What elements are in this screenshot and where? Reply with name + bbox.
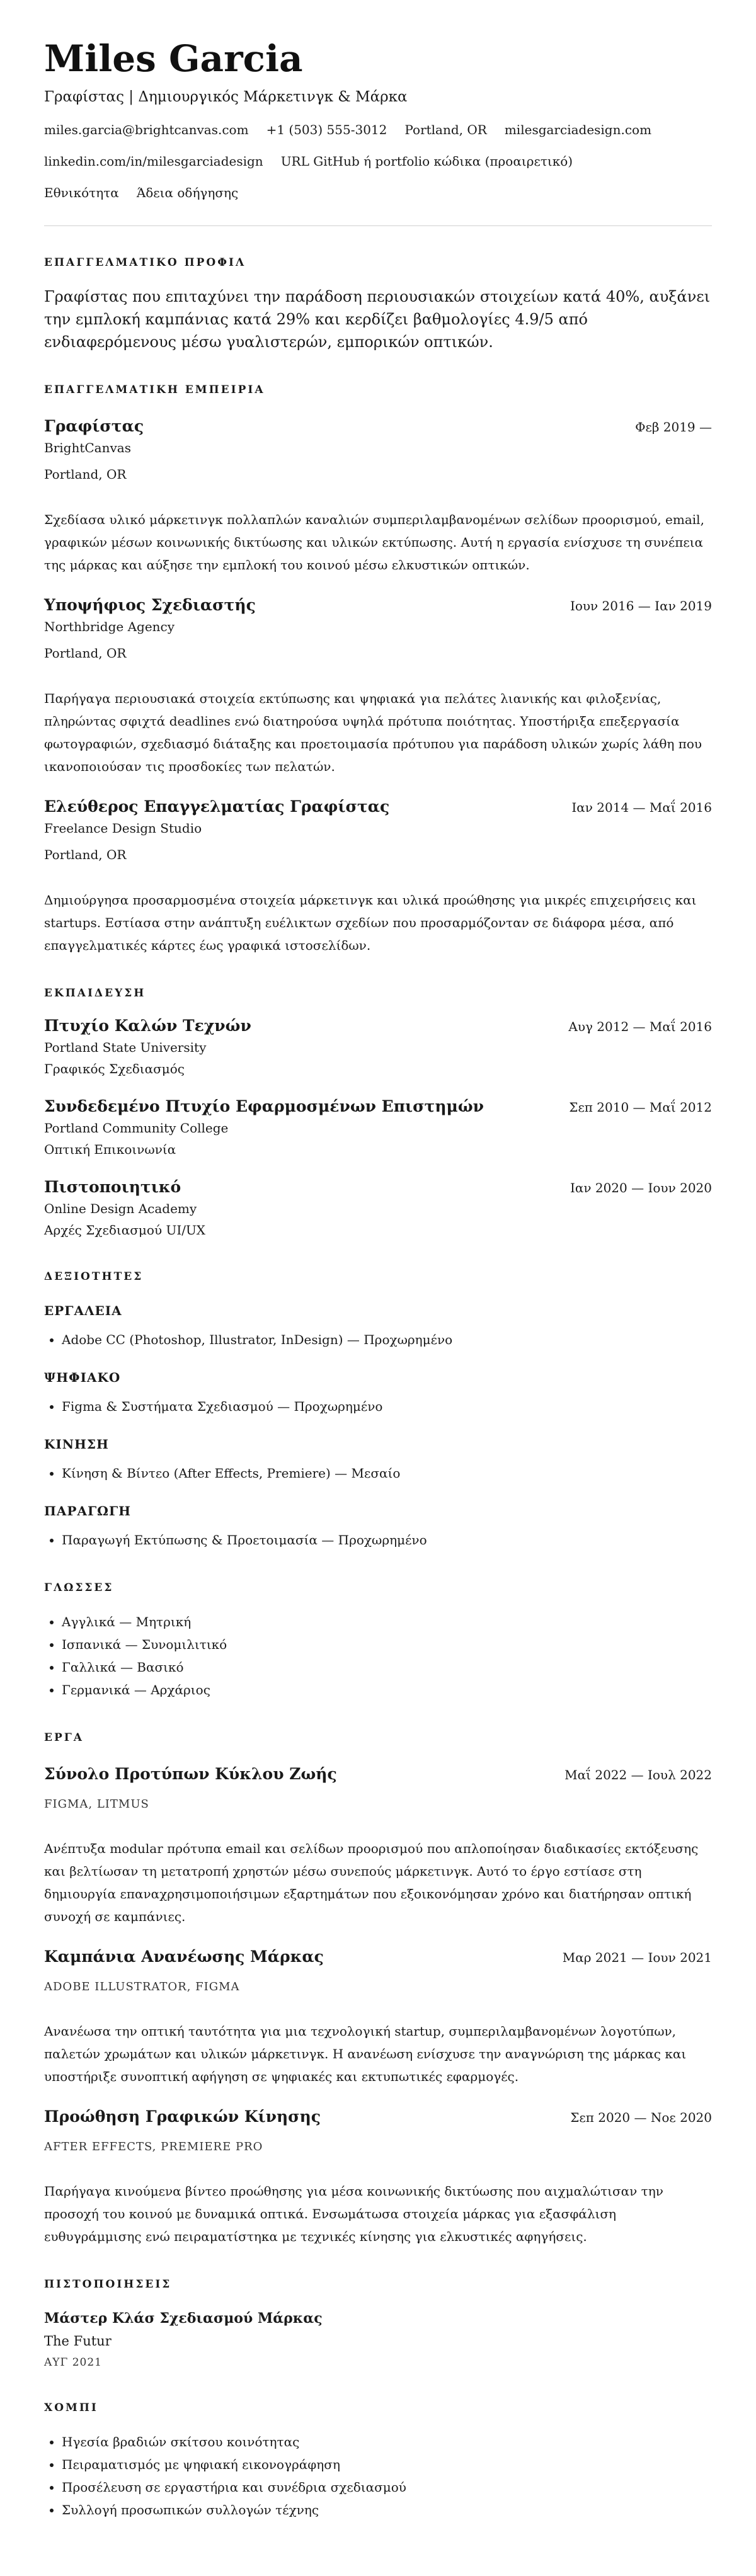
project-entry	[44, 1764, 712, 1928]
skills-section	[44, 1269, 712, 1551]
experience-entry	[44, 797, 712, 957]
header-divider	[44, 225, 712, 226]
project-entry	[44, 1947, 712, 2088]
candidate-name: Miles Garcia	[44, 37, 303, 80]
language-item: • Αγγλικά — Μητρική	[62, 1610, 712, 1633]
candidate-subtitle: Γραφίστας | Δημιουργικός Μάρκετινγκ & Μάρκα	[44, 89, 408, 105]
language-item: • Γερμανικά — Αρχάριος	[62, 1678, 712, 1701]
degree-title: Πιστοποιητικό	[44, 1178, 181, 1196]
skill-list	[44, 1328, 712, 1351]
contact-nationality: Εθνικότητα	[44, 185, 119, 200]
contact-linkedin[interactable]: linkedin.com/in/milesgarciadesign	[44, 154, 263, 169]
degree-title: Συνδεδεμένο Πτυχίο Εφαρμοσμένων Επιστημών	[44, 1097, 484, 1115]
hobby-item: • Ηγεσία βραδιών σκίτσου κοινότητας	[62, 2431, 712, 2453]
skill-item: • Κίνηση & Βίντεο (After Effects, Premiere) — Μεσαίο	[62, 1462, 712, 1485]
degree-dates: Σεπ 2010 — Μαΐ 2012	[569, 1100, 712, 1115]
project-description: Ανανέωσα την οπτική ταυτότητα για μια τεχνολογική startup, συμπεριλαμβανομένων λογοτύπων, παλετών χρωμάτων και υλικών μάρκετινγκ. Η ανανέωση ενίσχυσε την αναγνώριση της μάρκας και υποστήριξε συνοπτική αφήγηση σε ψηφιακές και εκτυπωτικές εφαρμογές.	[44, 2024, 687, 2084]
experience-section	[44, 382, 712, 957]
project-tech: ADOBE ILLUSTRATOR, FIGMA	[44, 1980, 240, 1993]
section-title-skills: ΔΕΞΙΟΤΗΤΕΣ	[44, 1270, 144, 1283]
education-entry	[44, 1177, 712, 1240]
study-field: Αρχές Σχεδιασμού UI/UX	[44, 1222, 206, 1238]
job-company: Freelance Design Studio	[44, 821, 202, 836]
contact-row-extra	[44, 184, 712, 202]
contact-email[interactable]: miles.garcia@brightcanvas.com	[44, 122, 249, 137]
profile-section	[44, 255, 712, 353]
school-name: Portland State University	[44, 1040, 207, 1055]
job-company: BrightCanvas	[44, 440, 131, 455]
skill-list	[44, 1462, 712, 1485]
education-section	[44, 986, 712, 1240]
degree-dates: Ιαν 2020 — Ιουν 2020	[570, 1180, 712, 1195]
languages-section	[44, 1580, 712, 1701]
skill-list	[44, 1395, 712, 1418]
skill-category: ΠΑΡΑΓΩΓΗ	[44, 1503, 132, 1519]
job-description: Παρήγαγα περιουσιακά στοιχεία εκτύπωσης και ψηφιακά για πελάτες λιανικής και φιλοξενίας, πληρώντας σφιχτά deadlines ενώ διατηρούσα υψηλά πρότυπα ποιότητας. Υποστήριξα επεξεργασία φωτογραφιών, σχεδιασμό διάταξης και προετοιμασία πρότυπου για παράδοση υλικών χωρίς λάθη που ικανοποιούσαν τις προσδοκίες των πελατών.	[44, 691, 702, 774]
section-title-education: ΕΚΠΑΙΔΕΥΣΗ	[44, 987, 146, 1000]
hobby-item: • Συλλογή προσωπικών συλλογών τέχνης	[62, 2499, 712, 2521]
contact-location: Portland, OR	[404, 122, 487, 137]
project-tech: FIGMA, LITMUS	[44, 1798, 149, 1811]
resume-header	[44, 37, 712, 226]
project-title: Προώθηση Γραφικών Κίνησης	[44, 2107, 321, 2126]
section-title-certifications: ΠΙΣΤΟΠΟΙΗΣΕΙΣ	[44, 2278, 172, 2291]
project-title: Καμπάνια Ανανέωσης Μάρκας	[44, 1947, 324, 1966]
contact-github[interactable]: URL GitHub ή portfolio κώδικα (προαιρετικό)	[280, 154, 573, 169]
contact-license: Άδεια οδήγησης	[136, 185, 239, 200]
projects-section	[44, 1730, 712, 2248]
job-title: Ελεύθερος Επαγγελματίας Γραφίστας	[44, 797, 390, 816]
job-location: Portland, OR	[44, 646, 127, 661]
job-company: Northbridge Agency	[44, 619, 175, 634]
hobby-list	[44, 2431, 712, 2521]
certification-date: ΑΥΓ 2021	[44, 2356, 102, 2369]
project-description: Παρήγαγα κινούμενα βίντεο προώθησης για μέσα κοινωνικής δικτύωσης που αιχμαλώτισαν την προσοχή του κοινού με δυναμικά οπτικά. Ενσωμάτωσα στοιχεία μάρκας για εξασφάλιση ευθυγράμμισης ενώ πειραματίστηκα με τεχνικές κίνησης για ελκυστικές αφηγήσεις.	[44, 2184, 663, 2244]
certification-title: Μάστερ Κλάσ Σχεδιασμού Μάρκας	[44, 2310, 323, 2327]
skill-category: ΕΡΓΑΛΕΙΑ	[44, 1303, 122, 1318]
section-title-experience: ΕΠΑΓΓΕΛΜΑΤΙΚΗ ΕΜΠΕΙΡΙΑ	[44, 384, 265, 396]
hobby-item: • Προσέλευση σε εργαστήρια και συνέδρια σχεδιασμού	[62, 2476, 712, 2499]
contact-row-links	[44, 152, 712, 170]
experience-entry	[44, 595, 712, 778]
school-name: Online Design Academy	[44, 1201, 197, 1216]
experience-entry	[44, 416, 712, 576]
job-description: Σχεδίασα υλικό μάρκετινγκ πολλαπλών καναλιών συμπεριλαμβανομένων σελίδων προορισμού, email, γραφικών μέσων κοινωνικής δικτύωσης και υλικών εκτύπωσης. Αυτή η εργασία ενίσχυσε τη συνέπεια της μάρκας και αύξησε την εμπλοκή του κοινού μέσω ελκυστικών οπτικών.	[44, 512, 704, 573]
job-dates: Ιαν 2014 — Μαΐ 2016	[571, 800, 712, 815]
certification-issuer: The Futur	[44, 2334, 112, 2349]
degree-dates: Αυγ 2012 — Μαΐ 2016	[568, 1019, 712, 1034]
job-title: Γραφίστας	[44, 417, 144, 435]
job-dates: Φεβ 2019 —	[635, 419, 712, 435]
skill-item: • Figma & Συστήματα Σχεδιασμού — Προχωρημένο	[62, 1395, 712, 1418]
job-location: Portland, OR	[44, 467, 127, 482]
project-title: Σύνολο Προτύπων Κύκλου Ζωής	[44, 1765, 337, 1783]
certifications-section	[44, 2277, 712, 2371]
contact-row-primary	[44, 121, 712, 139]
study-field: Γραφικός Σχεδιασμός	[44, 1061, 185, 1076]
section-title-languages: ΓΛΩΣΣΕΣ	[44, 1582, 114, 1594]
language-list	[44, 1610, 712, 1701]
skill-item: • Παραγωγή Εκτύπωσης & Προετοιμασία — Προχωρημένο	[62, 1529, 712, 1551]
section-title-hobbies: ΧΟΜΠΙ	[44, 2402, 98, 2414]
project-tech: AFTER EFFECTS, PREMIERE PRO	[44, 2140, 263, 2153]
project-dates: Μαρ 2021 — Ιουν 2021	[562, 1950, 712, 1965]
job-location: Portland, OR	[44, 847, 127, 862]
project-dates: Σεπ 2020 — Νοε 2020	[570, 2110, 712, 2125]
section-title-projects: ΕΡΓΑ	[44, 1731, 84, 1744]
hobby-item: • Πειραματισμός με ψηφιακή εικονογράφηση	[62, 2453, 712, 2476]
language-item: • Γαλλικά — Βασικό	[62, 1656, 712, 1678]
education-entry	[44, 1016, 712, 1079]
education-entry	[44, 1097, 712, 1160]
skill-list	[44, 1529, 712, 1551]
skill-category: ΚΙΝΗΣΗ	[44, 1437, 109, 1452]
project-entry	[44, 2107, 712, 2248]
skill-item: • Adobe CC (Photoshop, Illustrator, InDesign) — Προχωρημένο	[62, 1328, 712, 1351]
study-field: Οπτική Επικοινωνία	[44, 1142, 176, 1157]
skill-category: ΨΗΦΙΑΚΟ	[44, 1370, 121, 1385]
project-description: Ανέπτυξα modular πρότυπα email και σελίδων προορισμού που απλοποίησαν διαδικασίες εκτόξευσης και βελτίωσαν τη μετατροπή χρηστών μέσω συνεπούς μάρκετινγκ. Αυτό το έργο εστίασε στη δημιουργία επαναχρησιμοποιήσιμων εξαρτημάτων που εξοικονόμησαν χρόνο και διατήρησαν οπτική συνοχή σε καμπάνιες.	[44, 1841, 699, 1924]
hobbies-section	[44, 2400, 712, 2521]
section-title-profile: ΕΠΑΓΓΕΛΜΑΤΙΚΟ ΠΡΟΦΙΛ	[44, 256, 246, 269]
profile-summary: Γραφίστας που επιταχύνει την παράδοση περιουσιακών στοιχείων κατά 40%, αυξάνει την εμπλοκή καμπάνιας κατά 29% και κερδίζει βαθμολογίες 4.9/5 από ενδιαφερόμενους μέσω γυαλιστερών, εμπορικών οπτικών.	[44, 288, 711, 351]
degree-title: Πτυχίο Καλών Τεχνών	[44, 1017, 251, 1035]
project-dates: Μαΐ 2022 — Ιουλ 2022	[564, 1767, 712, 1782]
job-dates: Ιουν 2016 — Ιαν 2019	[570, 598, 712, 613]
job-title: Υποψήφιος Σχεδιαστής	[44, 596, 256, 614]
contact-website[interactable]: milesgarciadesign.com	[504, 122, 652, 137]
language-item: • Ισπανικά — Συνομιλιτικό	[62, 1633, 712, 1656]
contact-phone[interactable]: +1 (503) 555-3012	[266, 122, 387, 137]
job-description: Δημιούργησα προσαρμοσμένα στοιχεία μάρκετινγκ και υλικά προώθησης για μικρές επιχειρήσεις και startups. Εστίασα στην ανάπτυξη ευέλικτων σχεδίων που προσαρμόζονταν σε διάφορα μέσα, από επαγγελματικές κάρτες έως γραφικά ιστοσελίδων.	[44, 892, 697, 953]
school-name: Portland Community College	[44, 1120, 229, 1136]
